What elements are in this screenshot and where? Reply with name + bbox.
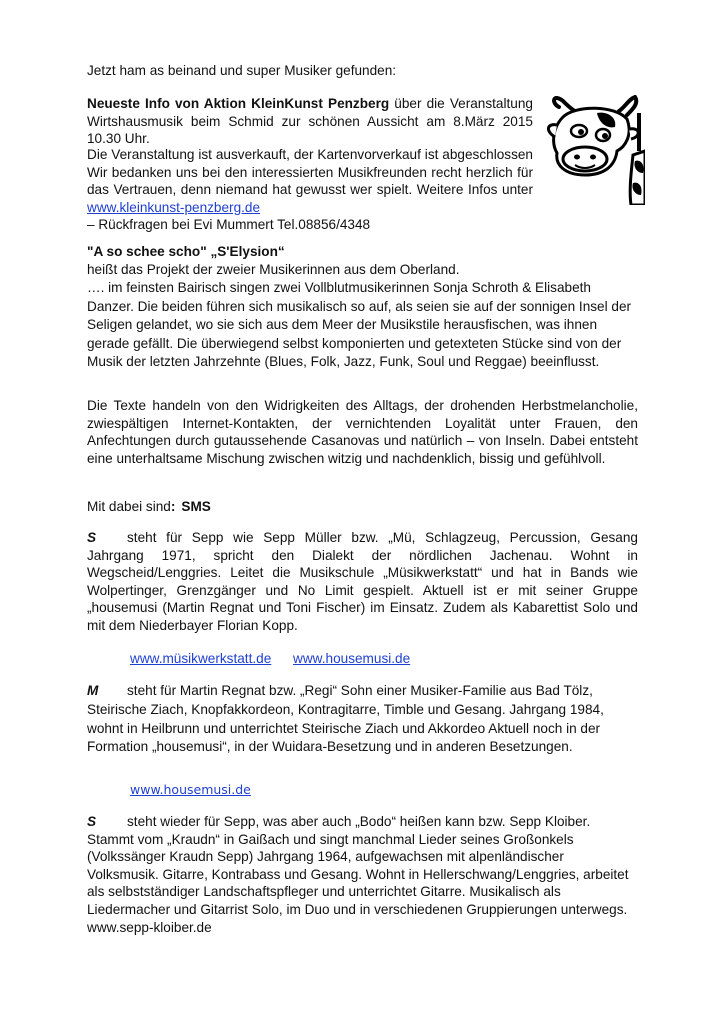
texte-paragraph: Die Texte handeln von den Widrigkeiten des Alltags, der drohenden Herbstmelancholie, zwiespältigen Internet-Kontakten, der vernichtenden Loyalität unter Frauen, den Anfechtungen durch gutaussehende Casanovas und natürlich – von Inseln. Dabei entsteht eine unterhaltsame Mischung zwischen witzig und nachdenklich, bissig und gefühlvoll. [87,398,638,466]
dabei-colon: : [170,499,176,514]
housemusi-link-2[interactable]: www.housemusi.de [130,782,251,797]
member-martin-regnat-text: steht für Martin Regnat bzw. „Regi“ Sohn einer Musiker-Familie aus Bad Tölz, Steirische Ziach, Knopfakkordeon, Kontragitarre, Timble und Gesang. Jahrgang 1984, wohnt in Heilbrunn und unterrichtet Steirische Ziach und Akkordeo Aktuell noch in der Formation „housemusi“, in der Wuidara-Besetzung und in anderen Besetzungen. [87,683,604,755]
member-sepp-kloiber [87,813,638,936]
intro-line: Jetzt ham as beinand und super Musiker gefunden: [87,63,397,78]
member-martin-regnat [87,682,638,757]
member-letter-m: M [87,683,99,698]
member2-links [130,782,251,797]
member-sepp-mueller [87,529,638,635]
housemusi-link-1[interactable]: www.housemusi.de [293,651,411,666]
news-heading: Neueste Info von Aktion KleinKunst Penzberg [87,96,390,111]
muesikwerkstatt-link[interactable]: www.müsikwerkstatt.de [130,651,272,666]
member-letter-s2: S [87,814,97,829]
project-title: "A so schee scho" „S'Elysion“ [87,244,285,259]
dabei-label: Mit dabei sind [87,499,171,514]
news-text-1: über die Veranstaltung Wirtshausmusik beim Schmid zur schönen Aussicht am 8.März 2015 10.30 Uhr. [87,96,533,147]
news-paragraph-2 [87,146,533,234]
project-body: …. im feinsten Bairisch singen zwei Vollblutmusikerinnen Sonja Schroth & Elisabeth Danzer. Die beiden führen sich musikalisch so auf, als seien sie auf der sonnigen Insel der Seligen gelandet, wo sie sich aus dem Meer der Musikstile herausfischen, was ihnen gerade gefällt. Die überwiegend selbst komponierten und getexteten Stücke sind von der Musik der letzten Jahrzehnte (Blues, Folk, Jazz, Funk, Soul und Reggae) beeinflusst. [87,280,632,370]
band-name: SMS [181,499,211,514]
news-paragraph [87,95,533,148]
cow-head-icon [545,95,645,205]
member1-links [130,650,428,668]
kleinkunst-link[interactable]: www.kleinkunst-penzberg.de [87,199,261,215]
project-line-1: heißt das Projekt der zweier Musikerinnen aus dem Oberland. [87,262,460,277]
member-sepp-kloiber-text: steht wieder für Sepp, was aber auch „Bodo“ heißen kann bzw. Sepp Kloiber. Stammt vom „Kraudn“ in Gaißach und singt manchmal Lieder seines Großonkels (Volkssänger Kraudn Sepp) Jahrgang 1964, aufgewachsen mit alpenländischer Volksmusik. Gitarre, Kontrabass und Gesang. Wohnt in Hellerschwang/Lenggries, arbeitet als selbstständiger Landschaftspfleger und unterrichtet Gitarre. Musikalisch als Liedermacher und Gitarrist Solo, im Duo und in verschiedenen Gruppierungen unterwegs. www.sepp-kloiber.de [87,814,629,935]
member-letter-s1: S [87,530,97,545]
news-text-3: – Rückfragen bei Evi Mummert Tel.08856/4348 [87,217,371,233]
member-sepp-mueller-text: steht für Sepp wie Sepp Müller bzw. „Mü, Schlagzeug, Percussion, Gesang Jahrgang 1971, spricht den Dialekt der nördlichen Jachenau. Wohnt in Wegscheid/Lenggries. Leitet die Musikschule „Müsikwerkstatt“ und hat in Bands wie Wolpertinger, Grenzgänger und No Limit gespielt. Aktuell ist er mit seiner Gruppe „housemusi (Martin Regnat und Toni Fischer) im Einsatz. Zudem als Kabarettist Solo und mit dem Niederbayer Florian Kopp. [87,530,638,633]
news-text-2: Die Veranstaltung ist ausverkauft, der Kartenvorverkauf ist abgeschlossen Wir bedanken uns bei den interessierten Musikfreunden recht herzlich für das Vertrauen, denn niemand hat gewusst wer spielt. Weitere Infos unter [87,147,533,198]
dabei-line [87,498,638,516]
